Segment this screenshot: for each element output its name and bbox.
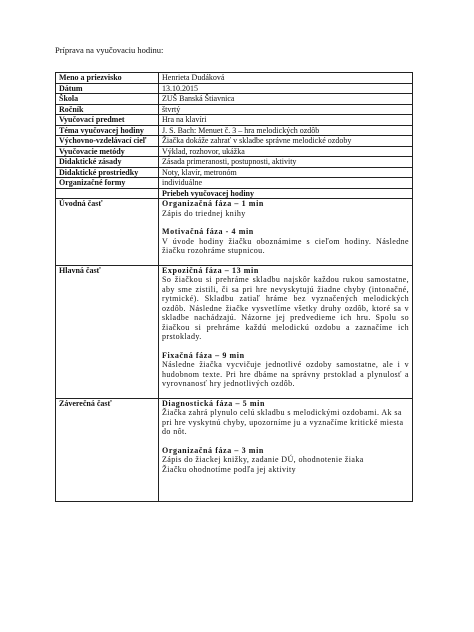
zaverecna-diag-phase-text: Žiačka zahrá plynulo celú skladbu s melodickými ozdobami. Ak sa pri hre vyskytnú chyby, upozorníme ju a vyznačíme kritické miesta do nôt. [162,408,404,436]
formy-value: individuálne [159,178,413,189]
hlavna-exp-phase-name: Expozičná fáza – 13 min [162,265,259,275]
rocnik-label: Ročník [56,104,159,115]
zasady-value: Zásada primeranosti, postupnosti, aktivity [159,157,413,168]
zaverecna-org-phase-text-2: Žiačku ohodnotíme podľa jej aktivity [162,464,297,474]
tema-label: Téma vyučovacej hodiny [56,125,159,136]
lesson-plan-table [55,72,413,502]
zaverecna-org-phase-name: Organizačná fáza – 3 min [162,445,264,455]
zaverecna-diag-phase-name: Diagnostická fáza – 5 min [162,398,265,408]
metody-value: Výklad, rozhovor, ukážka [159,146,413,157]
ciel-value: Žiačka dokáže zahrať v skladbe správne melodické ozdoby [159,136,413,147]
table-row [56,178,413,189]
table-row [56,167,413,178]
priebeh-empty-cell [56,188,159,199]
table-row [56,199,413,266]
table-row [56,125,413,136]
document-title: Príprava na vyučovaciu hodinu: [55,45,164,55]
hlavna-exp-phase-text: So žiačkou si prehráme skladbu najskôr každou rukou samostatne, aby sme zistili, či sa pri hre nevyskytujú žiadne chyby (intonačné, rytmické). Skladbu zatiaľ hráme bez vyznačených melodických ozdôb. Následne žiačke vysvetlíme všetky druhy ozdôb, ktoré sa v skladbe nachádzajú. Názorne jej predvedieme ich hru. Spolu so žiačkou si prehráme každú melodickú ozdobu a zaznačíme ich prstoklady. [162,275,409,341]
table-row [56,115,413,126]
prostriedky-value: Noty, klavír, metronóm [159,167,413,178]
table-row [56,73,413,84]
predmet-label: Vyučovací predmet [56,115,159,126]
table-row [56,157,413,168]
priebeh-header: Priebeh vyučovacej hodiny [159,188,413,199]
meno-value: Henrieta Dudáková [159,73,413,84]
datum-value: 13.10.2015 [159,83,413,94]
predmet-value: Hra na klavíri [159,115,413,126]
tema-value: J. S. Bach: Menuet č. 3 – hra melodických ozdôb [159,125,413,136]
formy-label: Organizačné formy [56,178,159,189]
zaverecna-label: Záverečná časť [56,398,159,502]
hlavna-label: Hlavná časť [56,265,159,398]
metody-label: Vyučovacie metódy [56,146,159,157]
uvodna-content [159,199,413,266]
zaverecna-content [159,398,413,502]
table-row [56,398,413,502]
meno-label: Meno a priezvisko [56,73,159,84]
prostriedky-label: Didaktické prostriedky [56,167,159,178]
table-row [56,265,413,398]
table-row [56,104,413,115]
table-row [56,136,413,147]
table-row [56,146,413,157]
table-row [56,94,413,105]
uvodna-label: Úvodná časť [56,199,159,266]
uvodna-org-phase-text: Zápis do triednej knihy [162,208,246,218]
hlavna-fix-phase-text: Následne žiačka vycvičuje jednotlivé ozdoby samostatne, ale i v hudobnom texte. Pri hre dbáme na správny prstoklad a plynulosť a vyrovnanosť hry jednotlivých ozdôb. [162,360,409,388]
hlavna-content [159,265,413,398]
table-row [56,83,413,94]
zasady-label: Didaktické zásady [56,157,159,168]
uvodna-mot-phase-text: V úvode hodiny žiačku oboznámime s cieľom hodiny. Následne žiačku rozohráme stupnicou. [162,236,409,255]
uvodna-org-phase-name: Organizačná fáza – 1 min [162,199,264,208]
table-row [56,188,413,199]
zaverecna-org-phase-text: Zápis do žiackej knižky, zadanie DÚ, ohodnotenie žiaka [162,455,364,464]
rocnik-value: štvrtý [159,104,413,115]
uvodna-mot-phase-name: Motivačná fáza - 4 min [162,227,254,236]
skola-value: ZUŠ Banská Štiavnica [159,94,413,105]
ciel-label: Výchovno-vzdelávací cieľ [56,136,159,147]
skola-label: Škola [56,94,159,105]
datum-label: Dátum [56,83,159,94]
hlavna-fix-phase-name: Fixačná fáza – 9 min [162,350,245,360]
